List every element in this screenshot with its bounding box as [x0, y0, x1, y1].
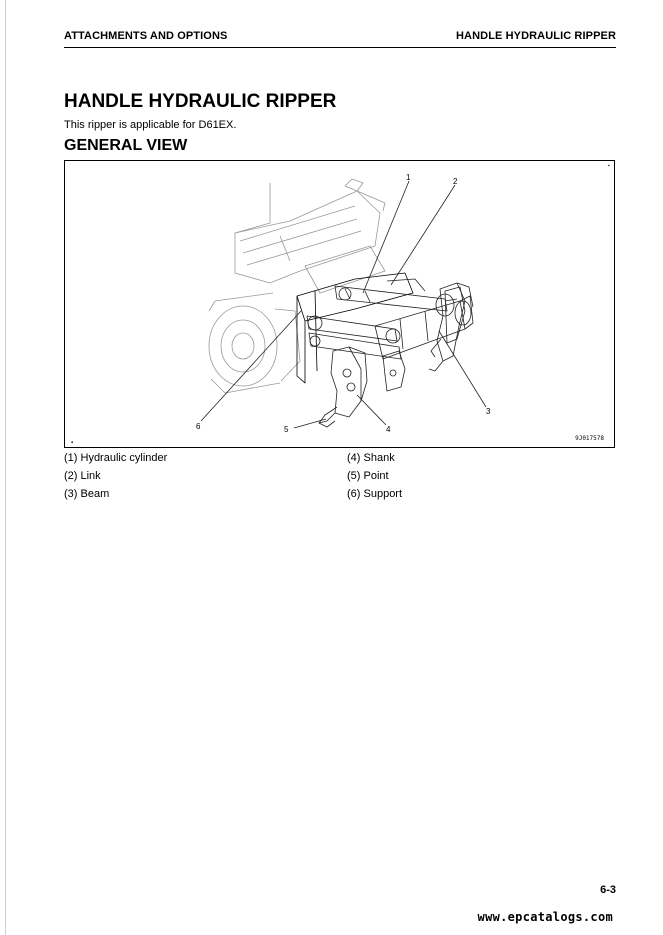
svg-text:▪: ▪: [71, 440, 74, 446]
section-title: GENERAL VIEW: [64, 137, 188, 154]
legend-item-beam: (3) Beam: [64, 488, 110, 500]
legend-item-support: (6) Support: [347, 488, 403, 500]
page-edge-rule: [5, 0, 6, 935]
page-subtitle: This ripper is applicable for D61EX.: [64, 119, 237, 131]
ripper-illustration: [65, 161, 616, 449]
legend-item-hydraulic-cylinder: (1) Hydraulic cylinder: [64, 452, 168, 464]
page-number: 6-3: [600, 884, 616, 896]
header-divider: [64, 47, 616, 48]
header-section: ATTACHMENTS AND OPTIONS: [64, 30, 228, 42]
page-header: [64, 30, 616, 46]
legend-item-shank: (4) Shank: [347, 452, 395, 464]
callout-2: 2: [453, 177, 458, 186]
callout-1: 1: [406, 173, 411, 182]
callout-4: 4: [386, 425, 391, 434]
watermark-link[interactable]: www.epcatalogs.com: [477, 910, 613, 924]
legend-item-point: (5) Point: [347, 470, 389, 482]
page-title: HANDLE HYDRAULIC RIPPER: [64, 91, 337, 112]
general-view-figure: [64, 160, 615, 448]
svg-text:▪: ▪: [608, 163, 610, 169]
header-topic: HANDLE HYDRAULIC RIPPER: [456, 30, 616, 42]
callout-6: 6: [196, 422, 201, 431]
callout-5: 5: [284, 425, 289, 434]
callout-3: 3: [486, 407, 491, 416]
figure-code: 9J017578: [575, 435, 604, 442]
legend-item-link: (2) Link: [64, 470, 101, 482]
